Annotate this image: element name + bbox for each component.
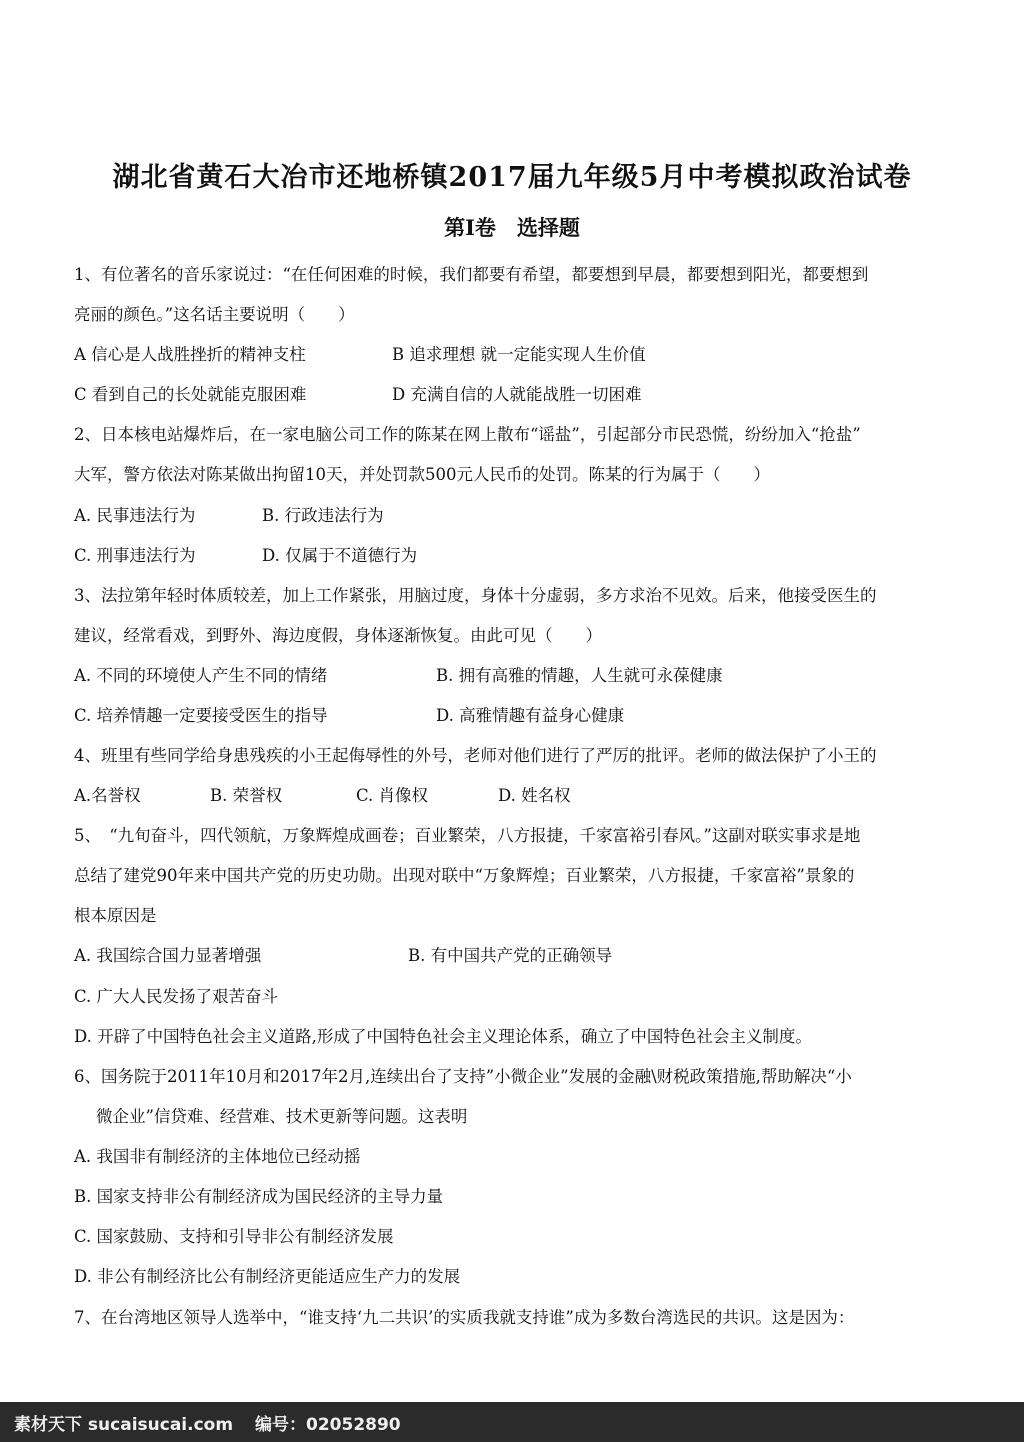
q1-option-b: B 追求理想 就一定能实现人生价值 [392, 345, 646, 364]
q3-option-b: B. 拥有高雅的情趣，人生就可永葆健康 [436, 666, 723, 685]
q2-option-d: D. 仅属于不道德行为 [262, 546, 418, 565]
watermark-site: 素材天下 sucaisucai.com [14, 1415, 234, 1435]
section-heading: 第I卷 选择题 [444, 215, 580, 240]
q4-stem-line1: 4、班里有些同学给身患残疾的小王起侮辱性的外号，老师对他们进行了严厉的批评。老师的做法保护了小王的 [74, 746, 877, 765]
watermark-code: 编号：02052890 [255, 1415, 401, 1435]
q6-stem-line1: 6、国务院于2011年10月和2017年2月,连续出台了支持”小微企业”发展的金融\财税政策措施,帮助解决“小 [74, 1067, 852, 1086]
q2-option-a: A. 民事违法行为 [74, 506, 196, 525]
q3-stem-line1: 3、法拉第年轻时体质较差，加上工作紧张，用脑过度，身体十分虚弱，多方求治不见效。后来，他接受医生的 [74, 586, 877, 605]
q2-option-b: B. 行政违法行为 [262, 506, 384, 525]
q5-option-d: D. 开辟了中国特色社会主义道路,形成了中国特色社会主义理论体系，确立了中国特色社会主义制度。 [74, 1027, 812, 1046]
q5-stem-line1: 5、 “九旬奋斗，四代领航，万象辉煌成画卷；百业繁荣，八方报捷，千家富裕引春风。”这副对联实事求是地 [74, 826, 861, 845]
q4-option-b: B. 荣誉权 [210, 786, 283, 805]
q5-stem-line2: 总结了建党90年来中国共产党的历史功勋。出现对联中“万象辉煌；百业繁荣，八方报捷，千家富裕”景象的 [74, 866, 855, 885]
q4-option-a: A.名誉权 [74, 786, 141, 805]
q4-option-c: C. 肖像权 [356, 786, 429, 805]
q2-stem-line2: 大军，警方依法对陈某做出拘留10天，并处罚款500元人民币的处罚。陈某的行为属于（ ） [74, 465, 770, 484]
q3-stem-line2: 建议，经常看戏，到野外、海边度假，身体逐渐恢复。由此可见（ ） [74, 626, 602, 645]
q6-option-b: B. 国家支持非公有制经济成为国民经济的主导力量 [74, 1187, 444, 1206]
q1-option-d: D 充满自信的人就能战胜一切困难 [392, 385, 642, 404]
q6-option-d: D. 非公有制经济比公有制经济更能适应生产力的发展 [74, 1267, 461, 1286]
q6-option-c: C. 国家鼓励、支持和引导非公有制经济发展 [74, 1227, 394, 1246]
q2-option-c: C. 刑事违法行为 [74, 546, 196, 565]
q1-option-c: C 看到自己的长处就能克服困难 [74, 385, 307, 404]
q5-option-c: C. 广大人民发扬了艰苦奋斗 [74, 987, 279, 1006]
q5-option-a: A. 我国综合国力显著增强 [74, 946, 262, 965]
q3-option-d: D. 高雅情趣有益身心健康 [436, 706, 625, 725]
q1-stem-line2: 亮丽的颜色。”这名话主要说明（ ） [74, 305, 355, 324]
q7-stem-line1: 7、在台湾地区领导人选举中，“谁支持‘九二共识’的实质我就支持谁”成为多数台湾选民的共识。这是因为： [74, 1308, 855, 1327]
exam-title: 湖北省黄石大冶市还地桥镇2017届九年级5月中考模拟政治试卷 [112, 162, 912, 193]
q6-option-a: A. 我国非有制经济的主体地位已经动摇 [74, 1147, 361, 1166]
q2-stem-line1: 2、日本核电站爆炸后，在一家电脑公司工作的陈某在网上散布“谣盐”，引起部分市民恐慌，纷纷加入“抢盐” [74, 425, 861, 444]
q4-option-d: D. 姓名权 [498, 786, 571, 805]
q3-option-a: A. 不同的环境使人产生不同的情绪 [74, 666, 328, 685]
q1-option-a: A 信心是人战胜挫折的精神支柱 [74, 345, 306, 364]
watermark-banner [0, 1402, 1024, 1442]
q1-stem-line1: 1、有位著名的音乐家说过：“在任何困难的时候，我们都要有希望，都要想到早晨，都要想到阳光，都要想到 [74, 265, 869, 284]
q5-option-b: B. 有中国共产党的正确领导 [408, 946, 613, 965]
q3-option-c: C. 培养情趣一定要接受医生的指导 [74, 706, 328, 725]
q5-stem-line3: 根本原因是 [74, 906, 157, 925]
q6-stem-line2: 微企业”信贷难、经营难、技术更新等问题。这表明 [96, 1107, 468, 1126]
